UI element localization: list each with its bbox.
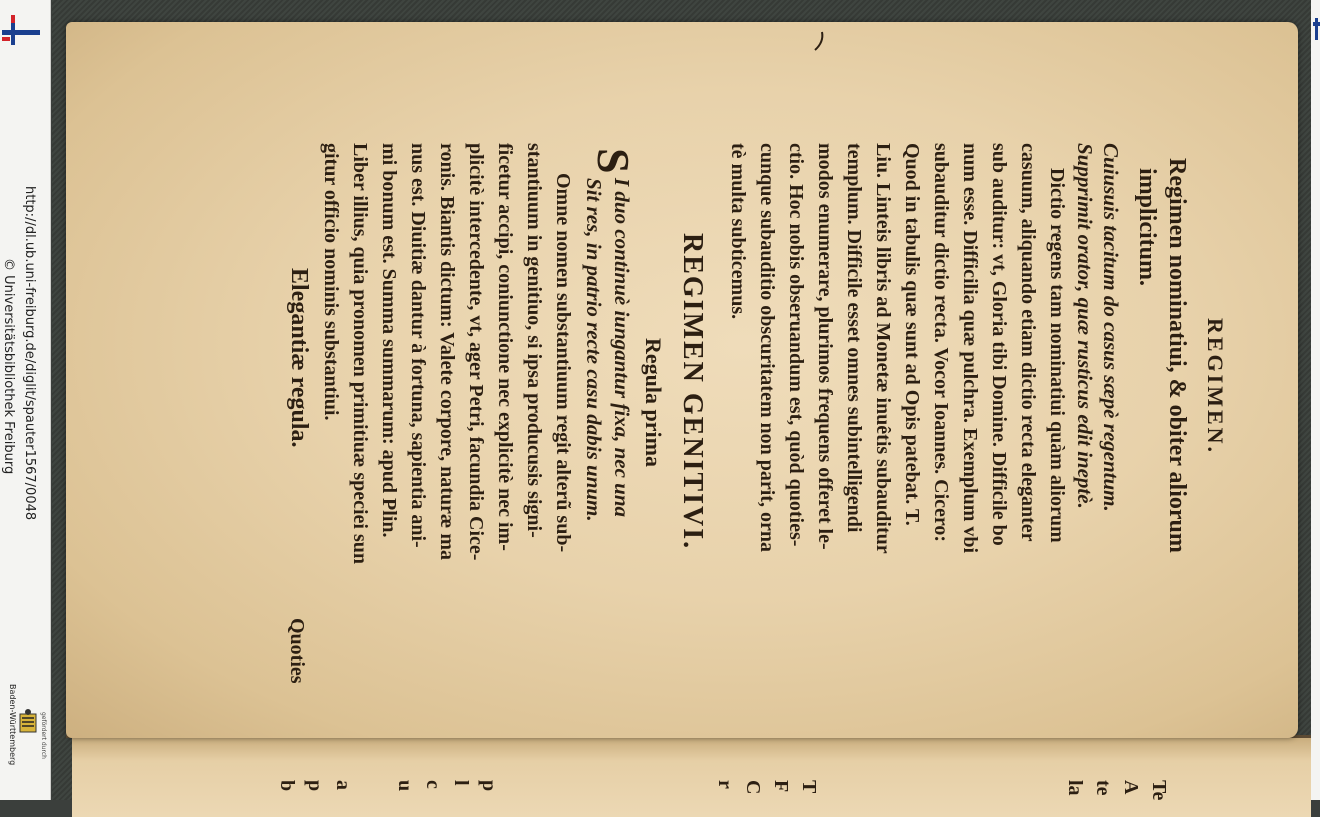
next-page xyxy=(72,735,1311,817)
body-line: subauditur dictio recta. Vocor Ioannes. Cicero: xyxy=(930,143,952,543)
section-title: REGIMEN GENITIVI. xyxy=(677,233,708,551)
edge-letter: la xyxy=(1064,780,1086,796)
edge-letter: A xyxy=(1120,780,1142,795)
verse-line: Cuiusuis tacitum do casus sæpè regentum. xyxy=(1099,143,1123,512)
edge-letter: a xyxy=(332,780,354,790)
edge-letter: p xyxy=(304,780,326,792)
copyright-notice: © Universitätsbibliothek Freiburg xyxy=(1,258,16,475)
scale-marker-icon xyxy=(1313,18,1320,40)
body-line: mi bonum est. Summa summarum: apud Plin. xyxy=(378,143,400,538)
edge-letter: r xyxy=(714,780,736,789)
funder-label: Baden-Württemberg xyxy=(8,684,17,766)
body-line: ctio. Hoc nobis obseruandum est, quòd quoties- xyxy=(785,143,807,547)
body-line: ronis. Biantis dictum: Valete corpore, naturæ ma xyxy=(436,143,458,561)
funded-by-label: gefördert durch xyxy=(40,712,47,759)
section-heading: Regimen nominatiui, & obiter aliorum xyxy=(1164,158,1190,553)
section-heading-continued: implicitum. xyxy=(1134,168,1160,286)
edge-letter: b xyxy=(276,780,298,792)
subsection-heading: Elegantiæ regula. xyxy=(286,268,312,448)
body-line: Liu. Linteis libris ad Monetæ inuêtis subauditur xyxy=(872,143,894,554)
body-line: nus est. Diuitiæ dantur à fortuna, sapientia ani- xyxy=(407,143,429,548)
state-crest-icon xyxy=(17,708,39,736)
edge-letter: F xyxy=(770,780,792,793)
body-line: templum. Difficile esset omnes subintelligendi xyxy=(843,143,865,533)
body-line: casuum, aliquando etiam dictio recta eleganter xyxy=(1017,143,1039,542)
edge-letter: C xyxy=(742,780,764,795)
edge-letter: p xyxy=(478,780,500,792)
body-line: Quod in tabulis quæ sunt ad Opis patebat. T. xyxy=(901,143,923,526)
edge-letter: Te xyxy=(1148,780,1170,801)
edge-letter: te xyxy=(1092,780,1114,796)
edge-letter: T xyxy=(798,780,820,794)
verse-line: Supprimit orator, quæ rusticus edit ineptè. xyxy=(1073,143,1097,509)
body-line: Dictio regens tam nominatiui quàm aliorum xyxy=(1046,168,1068,543)
running-head: REGIMEN. xyxy=(1203,318,1228,456)
catchword: Quoties xyxy=(286,618,308,684)
body-line: Liber illius, quia pronomen primitiuæ speciei sun xyxy=(349,143,371,565)
viewer-sidebar xyxy=(0,0,51,800)
body-line: num esse. Difficilia quæ pulchra. Exemplum vbi xyxy=(959,143,981,554)
body-line: plicitè intercedente, vt, ager Petri, facundia Cice- xyxy=(465,143,487,561)
rule-verse: I duo continuè iungantur fixa, nec una xyxy=(610,178,634,518)
body-line: ficetur accipi, coniunctione nec explicitè nec im- xyxy=(494,143,516,551)
body-line: sub auditur: vt, Gloria tibi Domine. Difficile bo xyxy=(988,143,1010,546)
viewer-right-strip xyxy=(1311,0,1320,800)
body-line: tè multa subticemus. xyxy=(727,143,749,320)
rule-verse: Sit res, in patrio recte casu dabis unum. xyxy=(582,178,606,522)
ink-mark-icon xyxy=(812,30,826,52)
edge-letter: l xyxy=(450,780,472,786)
body-line: Omne nomen substantiuum regit alterũ sub- xyxy=(552,173,574,553)
body-line: stantiuum in genitiuo, si ipsa producusis signi- xyxy=(523,143,545,538)
edge-letter: c xyxy=(422,780,444,789)
university-logo-icon xyxy=(0,10,44,50)
body-line: modos enumerare, plurimos frequens offeret le- xyxy=(814,143,836,550)
rule-label: Regula prima xyxy=(641,338,666,467)
body-line: gitur officio nominis substantiui. xyxy=(320,143,342,421)
drop-capital: S xyxy=(588,148,639,174)
body-line: cunque subauditio obscuritatem non parit, orna xyxy=(756,143,778,552)
document-url[interactable]: http://dl.ub.uni-freiburg.de/diglit/spauter1567/0048 xyxy=(22,186,37,521)
edge-letter: u xyxy=(394,780,416,792)
